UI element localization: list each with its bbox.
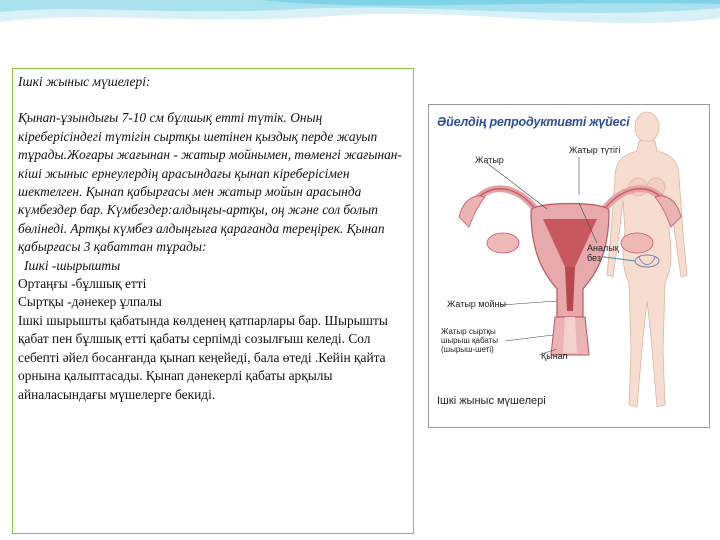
layer-inner: Ішкі -шырышты — [24, 257, 121, 273]
label-mucosa — [441, 327, 498, 354]
label-mucosa-line2: шырыш қабаты — [441, 336, 499, 345]
slide-heading: Ішкі жыныс мүшелері: — [18, 74, 151, 89]
reproductive-system-figure — [428, 104, 710, 428]
vagina-description: Қынап-ұзындығы 7-10 см бұлшық етті түтік. Оның кіреберісіндегі түтігін сыртқы шетінен қыздық перде жауып тұрады.Жоғары жағынан - жатыр мойнымен, төменгі жағынан- кіші жыныс ернеулердің арасындағы қынап кіреберісімен шектелген. Қынап қабырғасы мен жатыр мойын арасында күмбездер бар. Күмбездер:алдыңғы-артқы, оң және сол болып бөлінеді. Артқы күмбез алдыңғыға қарағанда тереңірек. Қынап қабырғасы 3 қабаттан тұрады: — [18, 110, 402, 255]
body-silhouette — [607, 112, 687, 407]
label-fallopian-tube: Жатыр түтігі — [569, 145, 621, 155]
mucosa-description: Ішкі шырышты қабатында көлденең қатпарлары бар. Шырышты қабат пен бұлшық етті қабаты серпімді созылғыш келеді. Сол себепті әйел босанғанда қынап кеңейеді, бала өтеді .Кейін қайта орнына қалыптасады. Қынап дәнекерлі қабаты арқылы айналасындағы мүшелерге бекиді. — [18, 312, 388, 402]
layer-middle: Ортаңғы -бұлшық етті — [18, 276, 147, 292]
label-mucosa-line3: (шырыш-шеті) — [441, 345, 494, 354]
text-panel — [12, 68, 414, 534]
background-wave — [0, 0, 720, 70]
label-cervix: Жатыр мойны — [447, 299, 506, 309]
figure-title: Әйелдің репродуктивті жүйесі — [437, 115, 630, 129]
label-ovary: Аналық без — [587, 243, 619, 263]
layer-outer: Сыртқы -дәнекер ұлпалы — [18, 294, 162, 310]
figure-caption: Ішкі жыныс мүшелері — [437, 395, 546, 407]
label-mucosa-line1: Жатыр сыртқы — [441, 327, 496, 336]
label-uterus: Жатыр — [475, 155, 504, 165]
label-vagina: Қынап — [541, 351, 568, 361]
